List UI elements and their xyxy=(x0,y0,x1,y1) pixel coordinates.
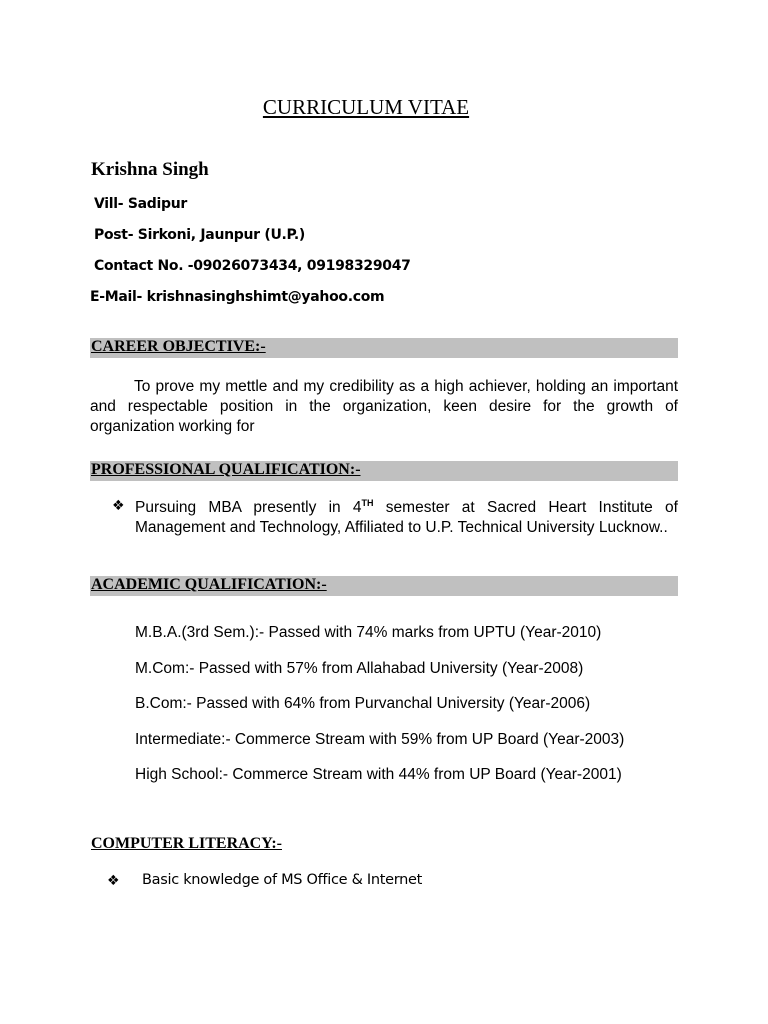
computer-literacy-heading: COMPUTER LITERACY:- xyxy=(91,835,282,852)
document-title: CURRICULUM VITAE xyxy=(262,95,470,119)
contact-post: Post- Sirkoni, Jaunpur (U.P.) xyxy=(94,227,306,243)
academic-qualification-heading-bar xyxy=(90,576,678,596)
professional-qualification-text xyxy=(135,498,678,538)
computer-literacy-text: Basic knowledge of MS Office & Internet xyxy=(142,872,423,888)
professional-qualification-heading: PROFESSIONAL QUALIFICATION:- xyxy=(91,461,361,478)
semester-superscript: TH xyxy=(361,497,374,508)
academic-item-mcom: M.Com:- Passed with 57% from Allahabad University (Year-2008) xyxy=(135,660,584,677)
professional-qualification-heading-bar xyxy=(90,461,678,481)
academic-qualification-heading: ACADEMIC QUALIFICATION:- xyxy=(91,576,327,593)
diamond-bullet-icon: ❖ xyxy=(112,498,125,514)
academic-item-intermediate: Intermediate:- Commerce Stream with 59% from UP Board (Year-2003) xyxy=(135,731,625,748)
academic-item-mba: M.B.A.(3rd Sem.):- Passed with 74% marks from UPTU (Year-2010) xyxy=(135,624,602,641)
professional-text-part2: semester at Sacred Heart Institute of Management and Technology, Affiliated to U.P. Technical University Lucknow.. xyxy=(135,499,678,536)
career-objective-heading-bar xyxy=(90,338,678,358)
academic-item-high-school: High School:- Commerce Stream with 44% from UP Board (Year-2001) xyxy=(135,766,622,783)
career-objective-body: To prove my mettle and my credibility as a high achiever, holding an important and respectable position in the organization, keen desire for the growth of organization working for xyxy=(90,378,678,435)
career-objective-text xyxy=(90,377,678,437)
academic-item-bcom: B.Com:- Passed with 64% from Purvanchal University (Year-2006) xyxy=(135,695,591,712)
diamond-bullet-icon: ❖ xyxy=(107,873,120,889)
career-objective-heading: CAREER OBJECTIVE:- xyxy=(91,338,266,355)
contact-phone: Contact No. -09026073434, 09198329047 xyxy=(94,258,411,274)
contact-village: Vill- Sadipur xyxy=(94,196,188,212)
professional-text-part1: Pursuing MBA presently in 4 xyxy=(135,499,362,516)
candidate-name: Krishna Singh xyxy=(91,159,209,180)
contact-email: E-Mail- krishnasinghshimt@yahoo.com xyxy=(90,289,385,305)
